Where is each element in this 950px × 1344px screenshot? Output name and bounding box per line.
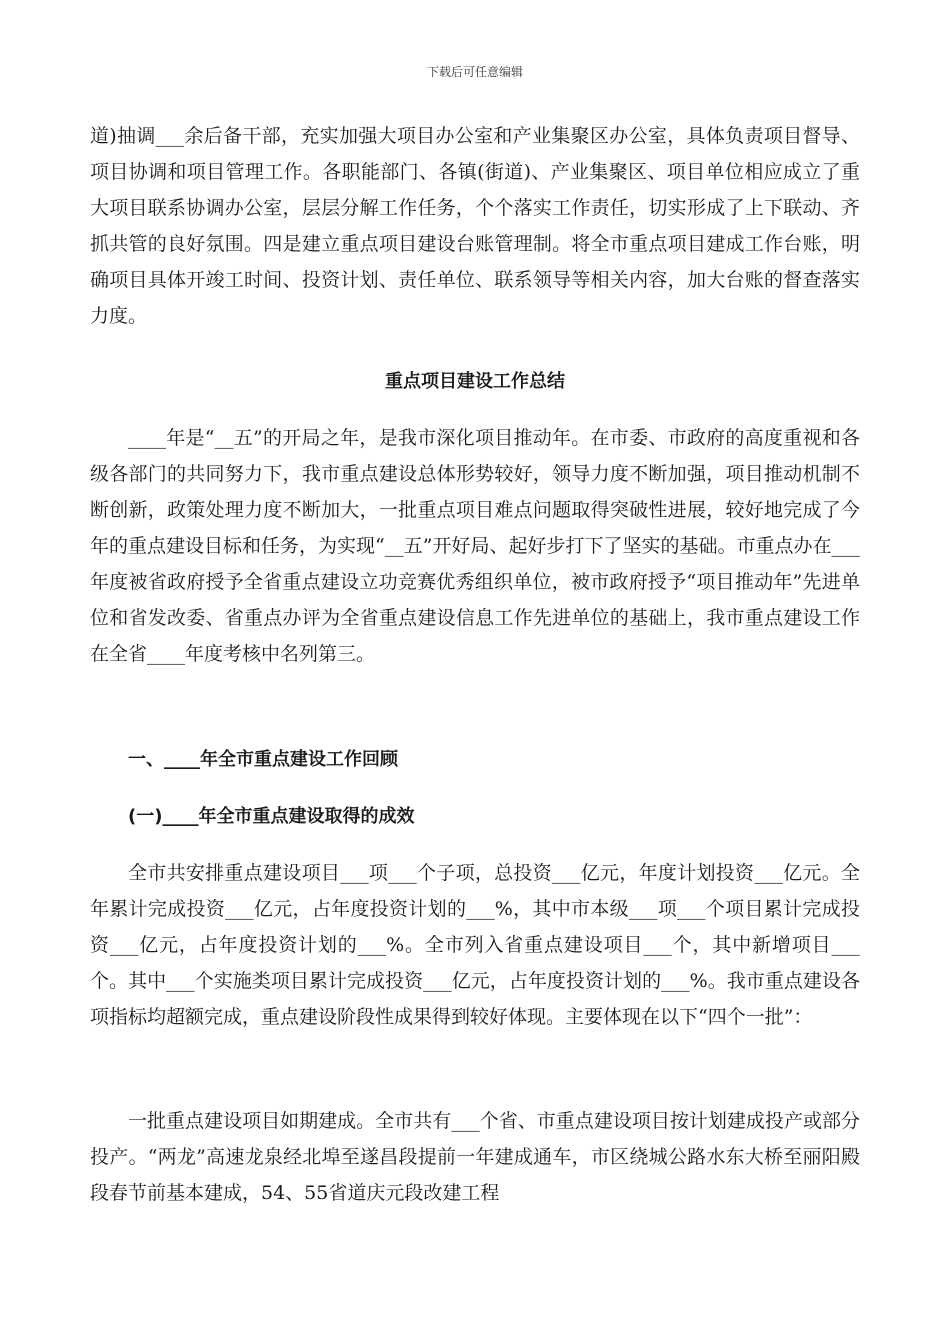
subsection-heading: (一)____年全市重点建设取得的成效 [128,806,415,827]
section-heading: 一、____年全市重点建设工作回顾 [128,749,398,770]
paragraph-results: 全市共安排重点建设项目___项___个子项，总投资___亿元，年度计划投资___亿元。全年累计完成投资___亿元，占年度投资计划的___%，其中市本级___项___个项目累计完成投资___亿元，占年度投资计划的___%。全市列入省重点建设项目___个，其中新增项目___个。其中___个实施类项目累计完成投资___亿元，占年度投资计划的___%。我市重点建设各项指标均超额完成，重点建设阶段性成果得到较好体现。主要体现在以下“四个一批”： [90,862,860,1028]
paragraph-completed-projects: 一批重点建设项目如期建成。全市共有___个省、市重点建设项目按计划建成投产或部分投产。“两龙”高速龙泉经北埠至遂昌段提前一年建成通车，市区绕城公路水东大桥至丽阳殿段春节前基本建成，54、55省道庆元段改建工程 [90,1110,860,1204]
document-title: 重点项目建设工作总结 [385,371,565,392]
page-header-note: 下载后可任意编辑 [426,65,523,79]
paragraph-continuation: 道)抽调___余后备干部，充实加强大项目办公室和产业集聚区办公室，具体负责项目督导、项目协调和项目管理工作。各职能部门、各镇(街道)、产业集聚区、项目单位相应成立了重大项目联系协调办公室，层层分解工作任务，个个落实工作责任，切实形成了上下联动、齐抓共管的良好氛围。四是建立重点项目建设台账管理制。将全市重点项目建成工作台账，明确项目具体开竣工时间、投资计划、责任单位、联系领导等相关内容，加大台账的督查落实力度。 [90,125,860,327]
paragraph-intro: ____年是“__五”的开局之年，是我市深化项目推动年。在市委、市政府的高度重视和各级各部门的共同努力下，我市重点建设总体形势较好，领导力度不断加强，项目推动机制不断创新，政策处理力度不断加大，一批重点项目难点问题取得突破性进展，较好地完成了今年的重点建设目标和任务，为实现“__五”开好局、起好步打下了坚实的基础。市重点办在___年度被省政府授予全省重点建设立功竞赛优秀组织单位，被市政府授予“项目推动年”先进单位和省发改委、省重点办评为全省重点建设信息工作先进单位的基础上，我市重点建设工作在全省____年度考核中名列第三。 [90,427,860,665]
